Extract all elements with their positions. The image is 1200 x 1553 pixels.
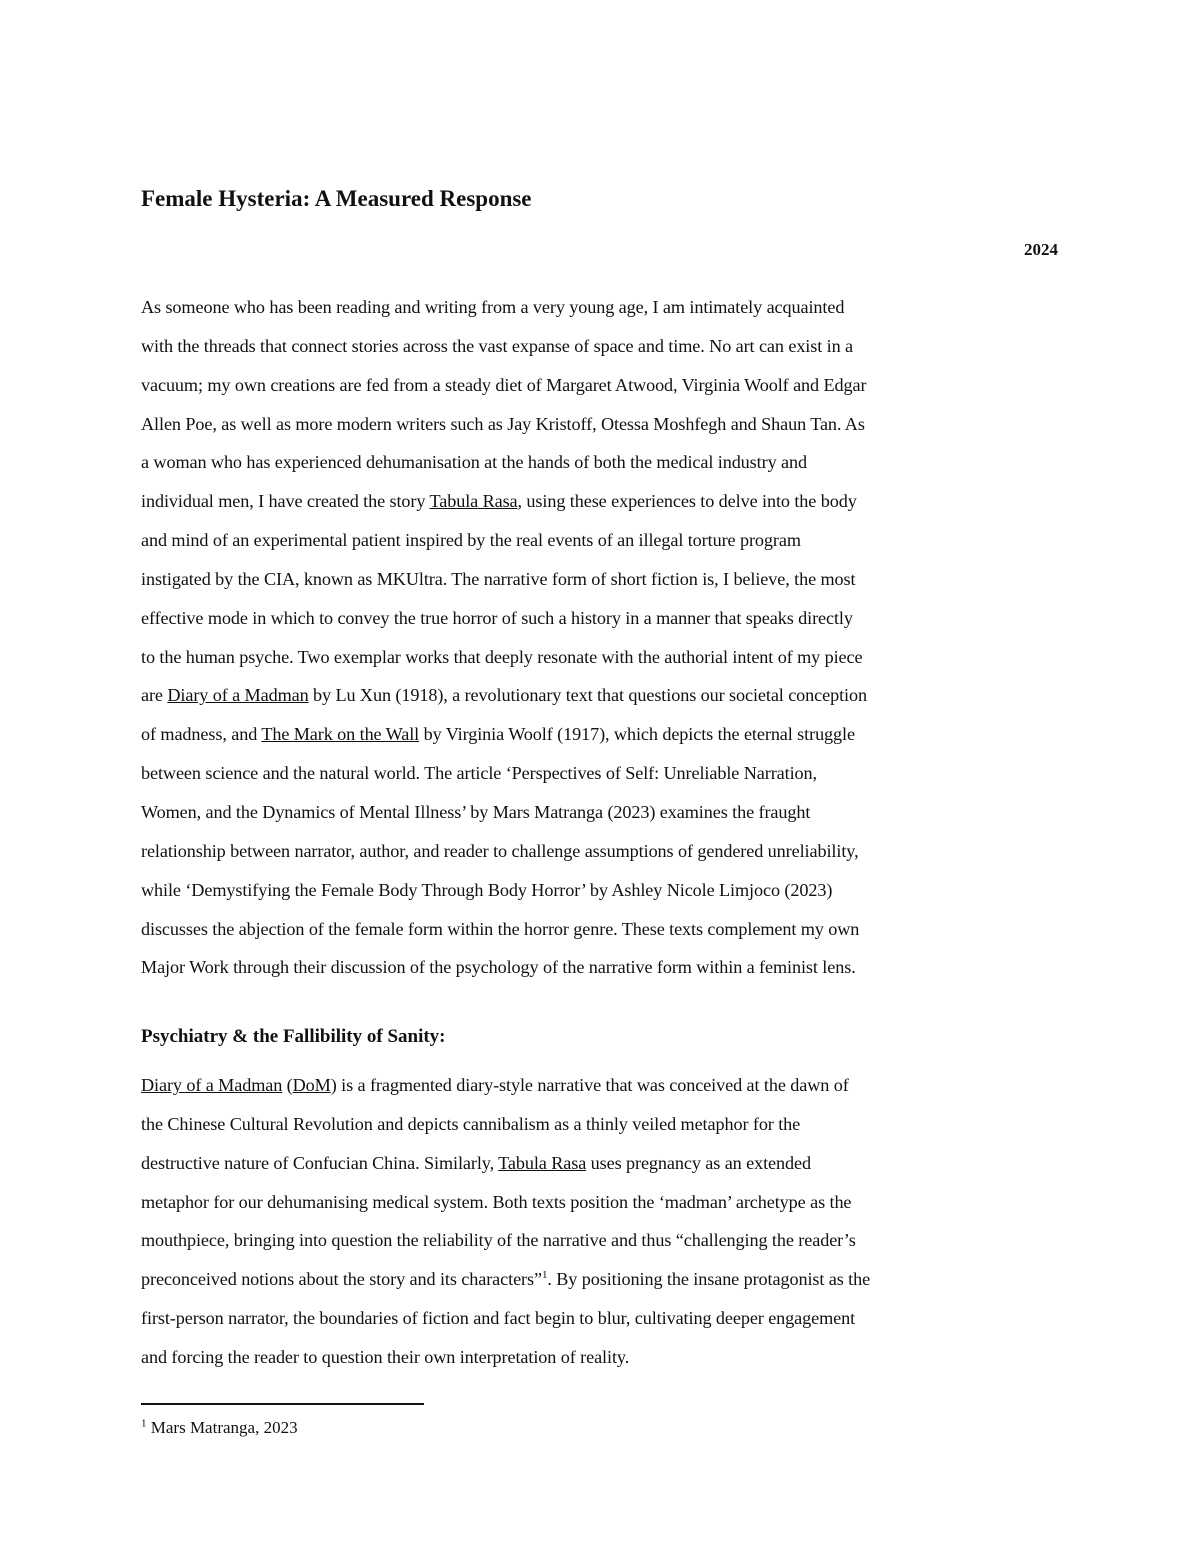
section-paragraph <box>141 1066 1059 1377</box>
text-line: mouthpiece, bringing into question the reliability of the narrative and thus “challenging the reader’s <box>141 1230 856 1251</box>
work-title-tabula-rasa: Tabula Rasa <box>498 1152 587 1173</box>
text-line <box>141 676 1059 715</box>
text-line: vacuum; my own creations are fed from a steady diet of Margaret Atwood, Virginia Woolf and Edgar <box>141 374 867 395</box>
text-line: while ‘Demystifying the Female Body Through Body Horror’ by Ashley Nicole Limjoco (2023) <box>141 879 833 900</box>
work-title-diary-of-a-madman: Diary of a Madman <box>141 1075 283 1095</box>
text-line: As someone who has been reading and writing from a very young age, I am intimately acquainted <box>141 297 845 317</box>
footnote-divider <box>141 1403 424 1405</box>
text-line: with the threads that connect stories across the vast expanse of space and time. No art can exist in a <box>141 335 854 356</box>
text-line: instigated by the CIA, known as MKUltra. The narrative form of short fiction is, I believe, the most <box>141 568 856 589</box>
text-line: between science and the natural world. The article ‘Perspectives of Self: Unreliable Narration, <box>141 763 817 784</box>
text-segment: by Virginia Woolf (1917), which depicts the eternal struggle <box>419 724 855 745</box>
intro-paragraph <box>141 288 1059 987</box>
document-title: Female Hysteria: A Measured Response <box>141 186 532 211</box>
text-line: and forcing the reader to question their own interpretation of reality. <box>141 1346 630 1367</box>
text-segment: ( <box>282 1075 293 1095</box>
footnote-number: 1 <box>141 1417 147 1430</box>
footnote-text: Mars Matranga, 2023 <box>150 1418 298 1437</box>
text-line <box>141 482 1059 521</box>
footnote <box>141 1416 298 1440</box>
text-line: a woman who has experienced dehumanisation at the hands of both the medical industry and <box>141 452 807 473</box>
text-line <box>141 1260 1059 1299</box>
text-line: metaphor for our dehumanising medical system. Both texts position the ‘madman’ archetype as the <box>141 1191 852 1212</box>
text-line <box>141 1066 1059 1105</box>
text-line: relationship between narrator, author, and reader to challenge assumptions of gendered unreliability, <box>141 840 859 861</box>
text-segment: ) is a fragmented diary-style narrative that was conceived at the dawn of <box>330 1075 849 1095</box>
text-line <box>141 715 1059 754</box>
footnote-reference: 1 <box>541 1269 548 1282</box>
text-segment: . By positioning the insane protagonist as the <box>547 1269 871 1290</box>
text-line: the Chinese Cultural Revolution and depicts cannibalism as a thinly veiled metaphor for the <box>141 1113 801 1134</box>
text-line: and mind of an experimental patient inspired by the real events of an illegal torture program <box>141 530 801 551</box>
text-line: first-person narrator, the boundaries of fiction and fact begin to blur, cultivating deeper engagement <box>141 1308 856 1329</box>
text-segment: by Lu Xun (1918), a revolutionary text that questions our societal conception <box>308 685 867 706</box>
section-heading: Psychiatry & the Fallibility of Sanity: <box>141 1026 446 1047</box>
text-segment: destructive nature of Confucian China. Similarly, <box>141 1152 499 1173</box>
text-segment: individual men, I have created the story <box>141 491 430 512</box>
work-title-tabula-rasa: Tabula Rasa <box>429 491 518 512</box>
text-line: discusses the abjection of the female form within the horror genre. These texts complement my own <box>141 918 860 939</box>
text-segment: of madness, and <box>141 724 262 745</box>
work-title-mark-on-the-wall: The Mark on the Wall <box>261 724 420 745</box>
text-line: to the human psyche. Two exemplar works that deeply resonate with the authorial intent of my piece <box>141 646 863 667</box>
work-title-diary-of-a-madman: Diary of a Madman <box>167 685 309 706</box>
text-segment: preconceived notions about the story and its characters” <box>141 1269 542 1290</box>
text-segment: , using these experiences to delve into the body <box>517 491 857 512</box>
text-line: Women, and the Dynamics of Mental Illness’ by Mars Matranga (2023) examines the fraught <box>141 801 811 822</box>
text-line: Major Work through their discussion of the psychology of the narrative form within a feminist lens. <box>141 957 856 978</box>
abbreviation-dom: DoM <box>292 1075 331 1095</box>
text-line <box>141 1144 1059 1183</box>
document-year: 2024 <box>1024 240 1058 259</box>
text-segment: uses pregnancy as an extended <box>586 1152 811 1173</box>
text-line: Allen Poe, as well as more modern writers such as Jay Kristoff, Otessa Moshfegh and Shaun Tan. As <box>141 413 865 434</box>
text-line: effective mode in which to convey the true horror of such a history in a manner that speaks directly <box>141 607 853 628</box>
text-segment: are <box>141 685 168 706</box>
